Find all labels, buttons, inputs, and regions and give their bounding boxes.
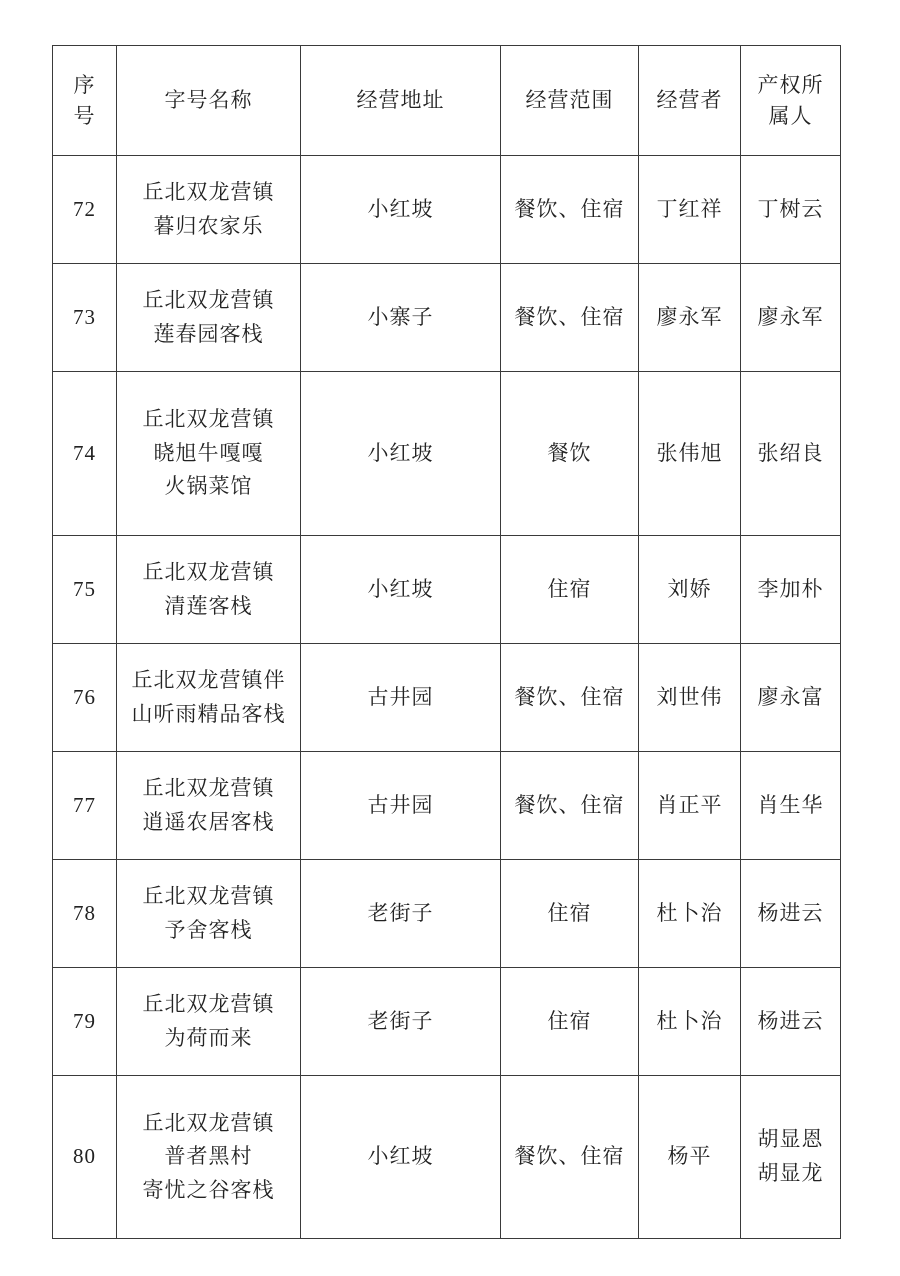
header-row [53, 46, 841, 156]
header-scope: 经营范围 [501, 46, 639, 156]
table-row [53, 156, 841, 264]
owner-cell-line: 肖生华 [757, 792, 824, 817]
scope-cell: 餐饮、住宿 [501, 752, 639, 860]
owner-cell-line: 廖永军 [757, 304, 824, 329]
header-seq-line-2: 号 [73, 103, 96, 128]
name-cell-line: 逍遥农居客栈 [142, 809, 275, 834]
operator-cell: 杜卜治 [639, 968, 741, 1076]
scope-cell: 餐饮、住宿 [501, 1076, 639, 1239]
owner-cell-line: 胡显龙 [757, 1161, 824, 1185]
name-cell [117, 156, 301, 264]
owner-cell-line: 李加朴 [757, 576, 824, 601]
owner-cell [741, 860, 841, 968]
header-owner [741, 46, 841, 156]
seq-cell: 72 [53, 156, 117, 264]
table-row [53, 968, 841, 1076]
address-cell: 小红坡 [301, 372, 501, 536]
seq-cell: 74 [53, 372, 117, 536]
table-row [53, 860, 841, 968]
name-cell [117, 536, 301, 644]
owner-cell-line: 廖永富 [757, 684, 824, 709]
operator-cell: 刘世伟 [639, 644, 741, 752]
address-cell: 小寨子 [301, 264, 501, 372]
header-address: 经营地址 [301, 46, 501, 156]
scope-cell: 住宿 [501, 536, 639, 644]
owner-cell-line: 丁树云 [757, 196, 824, 221]
name-cell [117, 372, 301, 536]
operator-cell: 刘娇 [639, 536, 741, 644]
seq-cell: 78 [53, 860, 117, 968]
name-cell-line: 为荷而来 [164, 1025, 253, 1050]
name-cell-line: 寄忧之谷客栈 [142, 1177, 275, 1202]
name-cell-line: 山听雨精品客栈 [131, 701, 286, 726]
table-row [53, 644, 841, 752]
operator-cell: 杨平 [639, 1076, 741, 1239]
name-cell [117, 1076, 301, 1239]
name-cell-line: 丘北双龙营镇 [142, 991, 275, 1016]
owner-cell-line: 胡显恩 [757, 1127, 824, 1152]
table-row [53, 372, 841, 536]
owner-cell [741, 264, 841, 372]
header-owner-line-2: 属人 [768, 103, 813, 128]
address-cell: 老街子 [301, 860, 501, 968]
table-body [53, 156, 841, 1239]
name-cell-line: 丘北双龙营镇 [142, 179, 275, 204]
name-cell-line: 火锅菜馆 [164, 474, 253, 499]
name-cell-line: 丘北双龙营镇 [142, 287, 275, 312]
table-row [53, 264, 841, 372]
owner-cell-line: 张绍良 [757, 440, 824, 465]
name-cell-line: 晓旭牛嘎嘎 [153, 440, 264, 465]
operator-cell: 张伟旭 [639, 372, 741, 536]
owner-cell [741, 372, 841, 536]
owner-cell [741, 156, 841, 264]
header-seq-line-1: 序 [73, 73, 96, 98]
address-cell: 老街子 [301, 968, 501, 1076]
business-registry-table [52, 45, 841, 1239]
operator-cell: 肖正平 [639, 752, 741, 860]
name-cell [117, 968, 301, 1076]
name-cell-line: 丘北双龙营镇 [142, 1110, 275, 1135]
address-cell: 古井园 [301, 644, 501, 752]
scope-cell: 住宿 [501, 860, 639, 968]
header-name: 字号名称 [117, 46, 301, 156]
header-owner-line-1: 产权所 [757, 73, 824, 98]
table-row [53, 752, 841, 860]
owner-cell-line: 杨进云 [757, 1008, 824, 1033]
seq-cell: 75 [53, 536, 117, 644]
seq-cell: 76 [53, 644, 117, 752]
owner-cell [741, 968, 841, 1076]
name-cell-line: 莲春园客栈 [153, 321, 264, 346]
name-cell-line: 予舍客栈 [164, 917, 253, 942]
seq-cell: 77 [53, 752, 117, 860]
scope-cell: 餐饮、住宿 [501, 264, 639, 372]
header-operator: 经营者 [639, 46, 741, 156]
operator-cell: 丁红祥 [639, 156, 741, 264]
seq-cell: 80 [53, 1076, 117, 1239]
name-cell-line: 丘北双龙营镇 [142, 559, 275, 584]
header-seq [53, 46, 117, 156]
table-row [53, 1076, 841, 1239]
address-cell: 小红坡 [301, 1076, 501, 1239]
name-cell [117, 860, 301, 968]
operator-cell: 廖永军 [639, 264, 741, 372]
name-cell-line: 丘北双龙营镇 [142, 775, 275, 800]
name-cell-line: 暮归农家乐 [153, 213, 264, 238]
name-cell-line: 丘北双龙营镇 [142, 407, 275, 432]
name-cell [117, 644, 301, 752]
operator-cell: 杜卜治 [639, 860, 741, 968]
name-cell [117, 264, 301, 372]
owner-cell [741, 1076, 841, 1239]
owner-cell [741, 536, 841, 644]
scope-cell: 餐饮、住宿 [501, 156, 639, 264]
owner-cell [741, 752, 841, 860]
scope-cell: 餐饮 [501, 372, 639, 536]
address-cell: 小红坡 [301, 536, 501, 644]
name-cell-line: 普者黑村 [164, 1144, 253, 1169]
table-row [53, 536, 841, 644]
name-cell [117, 752, 301, 860]
name-cell-line: 丘北双龙营镇 [142, 883, 275, 908]
seq-cell: 73 [53, 264, 117, 372]
address-cell: 小红坡 [301, 156, 501, 264]
owner-cell [741, 644, 841, 752]
name-cell-line: 丘北双龙营镇伴 [131, 667, 286, 692]
scope-cell: 住宿 [501, 968, 639, 1076]
scope-cell: 餐饮、住宿 [501, 644, 639, 752]
owner-cell-line: 杨进云 [757, 900, 824, 925]
name-cell-line: 清莲客栈 [164, 593, 253, 618]
address-cell: 古井园 [301, 752, 501, 860]
seq-cell: 79 [53, 968, 117, 1076]
